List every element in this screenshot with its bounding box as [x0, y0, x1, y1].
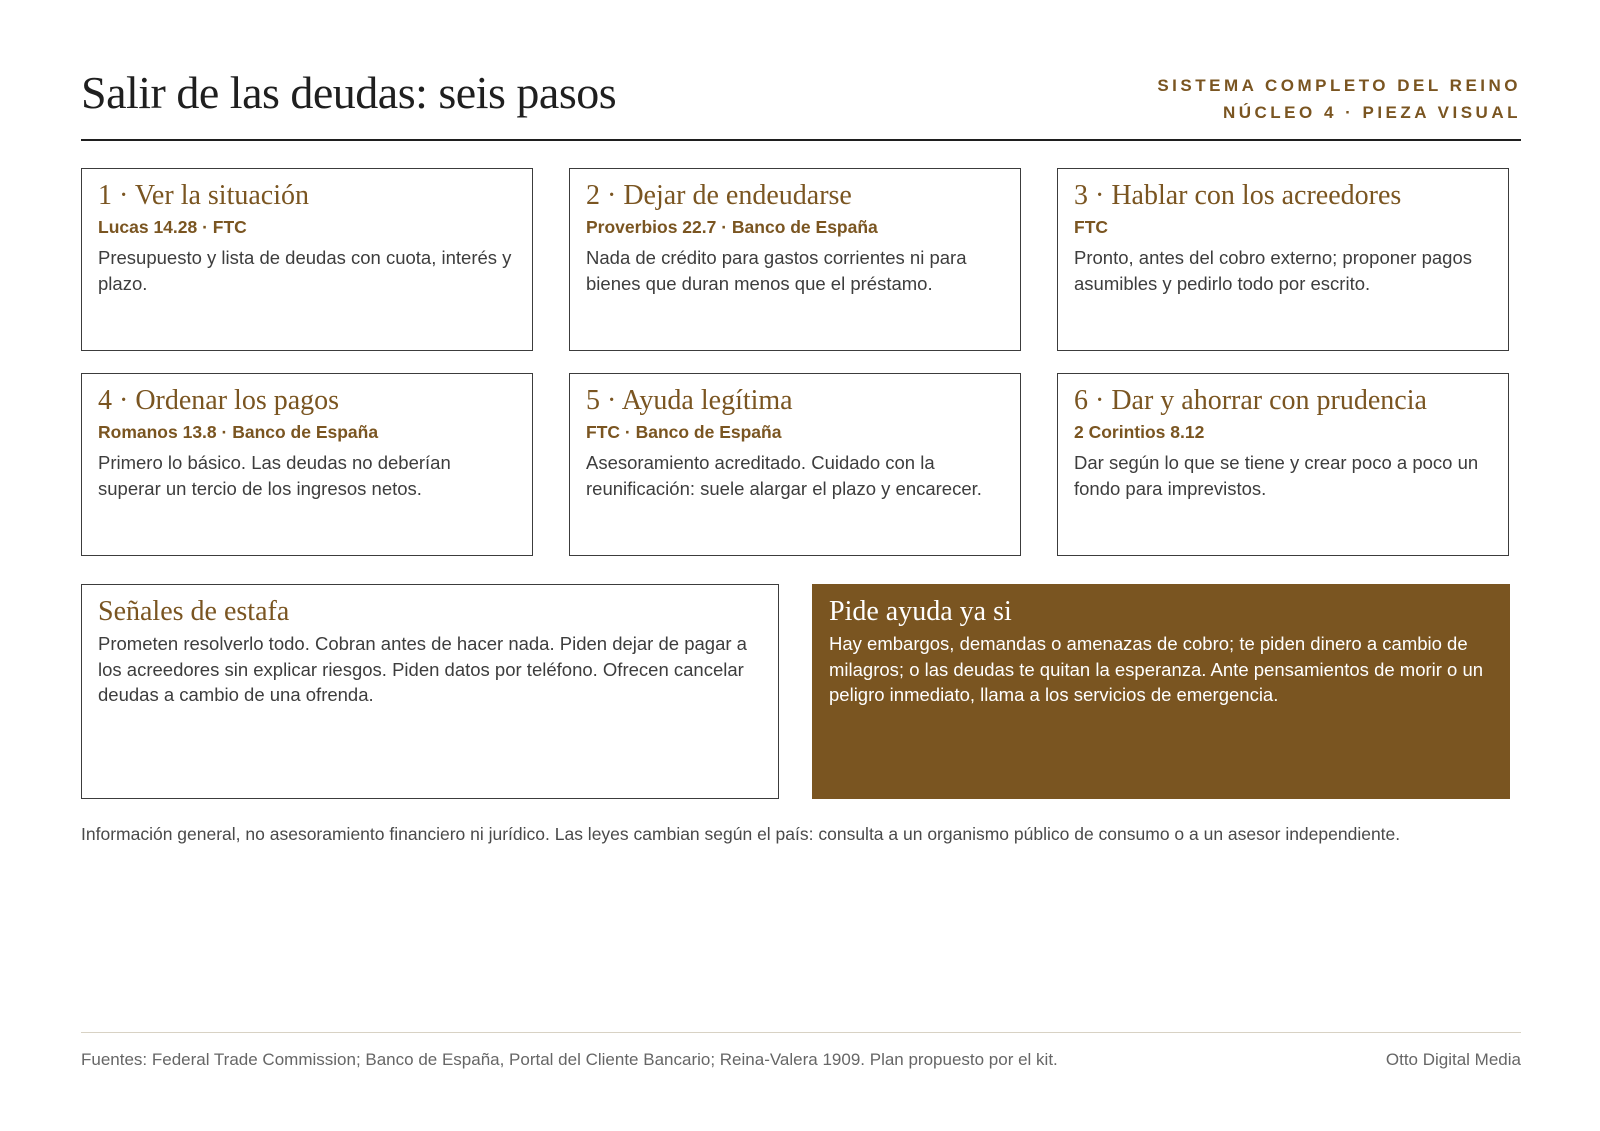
- scam-warning-box: [81, 584, 779, 799]
- sources-note: Fuentes: Federal Trade Commission; Banco de España, Portal del Cliente Bancario; Reina-Valera 1909. Plan propuesto por el kit.: [81, 1050, 1058, 1069]
- kicker-line-2: NÚCLEO 4 · PIEZA VISUAL: [1222, 103, 1521, 122]
- header-divider: [81, 139, 1521, 141]
- scam-warning-text: Prometen resolverlo todo. Cobran antes de hacer nada. Piden dejar de pagar a los acreedores sin explicar riesgos. Piden datos por teléfono. Ofrecen cancelar deudas a cambio de una ofrenda.: [98, 633, 747, 705]
- step-title: 2 · Dejar de endeudarse: [586, 180, 852, 211]
- step-description: Pronto, antes del cobro externo; proponer pagos asumibles y pedirlo todo por escrito.: [1074, 247, 1473, 294]
- scam-warning-title: Señales de estafa: [98, 596, 290, 627]
- step-title: 5 · Ayuda legítima: [586, 385, 793, 416]
- footer-divider: [81, 1032, 1521, 1033]
- step-title: 1 · Ver la situación: [98, 180, 309, 211]
- step-reference: Romanos 13.8 · Banco de España: [98, 422, 379, 442]
- series-kicker: [1157, 72, 1521, 126]
- step-card-3: [1057, 168, 1509, 351]
- page: [81, 0, 1521, 1131]
- step-description: Nada de crédito para gastos corrientes ni para bienes que duran menos que el préstamo.: [586, 247, 967, 294]
- page-title: Salir de las deudas: seis pasos: [81, 67, 617, 118]
- step-reference: FTC: [1074, 217, 1109, 237]
- step-description: Presupuesto y lista de deudas con cuota, interés y plazo.: [98, 247, 512, 294]
- step-card-1: [81, 168, 533, 351]
- kicker-line-1: SISTEMA COMPLETO DEL REINO: [1157, 76, 1521, 95]
- step-card-6: [1057, 373, 1509, 556]
- step-card-2: [569, 168, 1021, 351]
- step-reference: 2 Corintios 8.12: [1074, 422, 1205, 442]
- step-description: Dar según lo que se tiene y crear poco a poco un fondo para imprevistos.: [1074, 452, 1479, 499]
- step-title: 3 · Hablar con los acreedores: [1074, 180, 1402, 211]
- step-card-5: [569, 373, 1021, 556]
- brand-name: Otto Digital Media: [1385, 1050, 1521, 1069]
- step-reference: FTC · Banco de España: [586, 422, 782, 442]
- urgent-help-title: Pide ayuda ya si: [829, 596, 1012, 627]
- urgent-help-box: [812, 584, 1510, 799]
- step-title: 4 · Ordenar los pagos: [98, 385, 340, 416]
- step-reference: Proverbios 22.7 · Banco de España: [586, 217, 878, 237]
- step-reference: Lucas 14.28 · FTC: [98, 217, 247, 237]
- disclaimer: Información general, no asesoramiento financiero ni jurídico. Las leyes cambian según el país: consulta a un organismo público de consumo o a un asesor independiente.: [81, 824, 1401, 844]
- step-title: 6 · Dar y ahorrar con prudencia: [1074, 385, 1427, 416]
- step-description: Primero lo básico. Las deudas no deberían superar un tercio de los ingresos netos.: [98, 452, 451, 499]
- urgent-help-text: Hay embargos, demandas o amenazas de cobro; te piden dinero a cambio de milagros; o las deudas te quitan la esperanza. Ante pensamientos de morir o un peligro inmediato, llama a los servicios de emergencia.: [829, 633, 1484, 705]
- step-description: Asesoramiento acreditado. Cuidado con la reunificación: suele alargar el plazo y encarecer.: [586, 452, 982, 499]
- step-card-4: [81, 373, 533, 556]
